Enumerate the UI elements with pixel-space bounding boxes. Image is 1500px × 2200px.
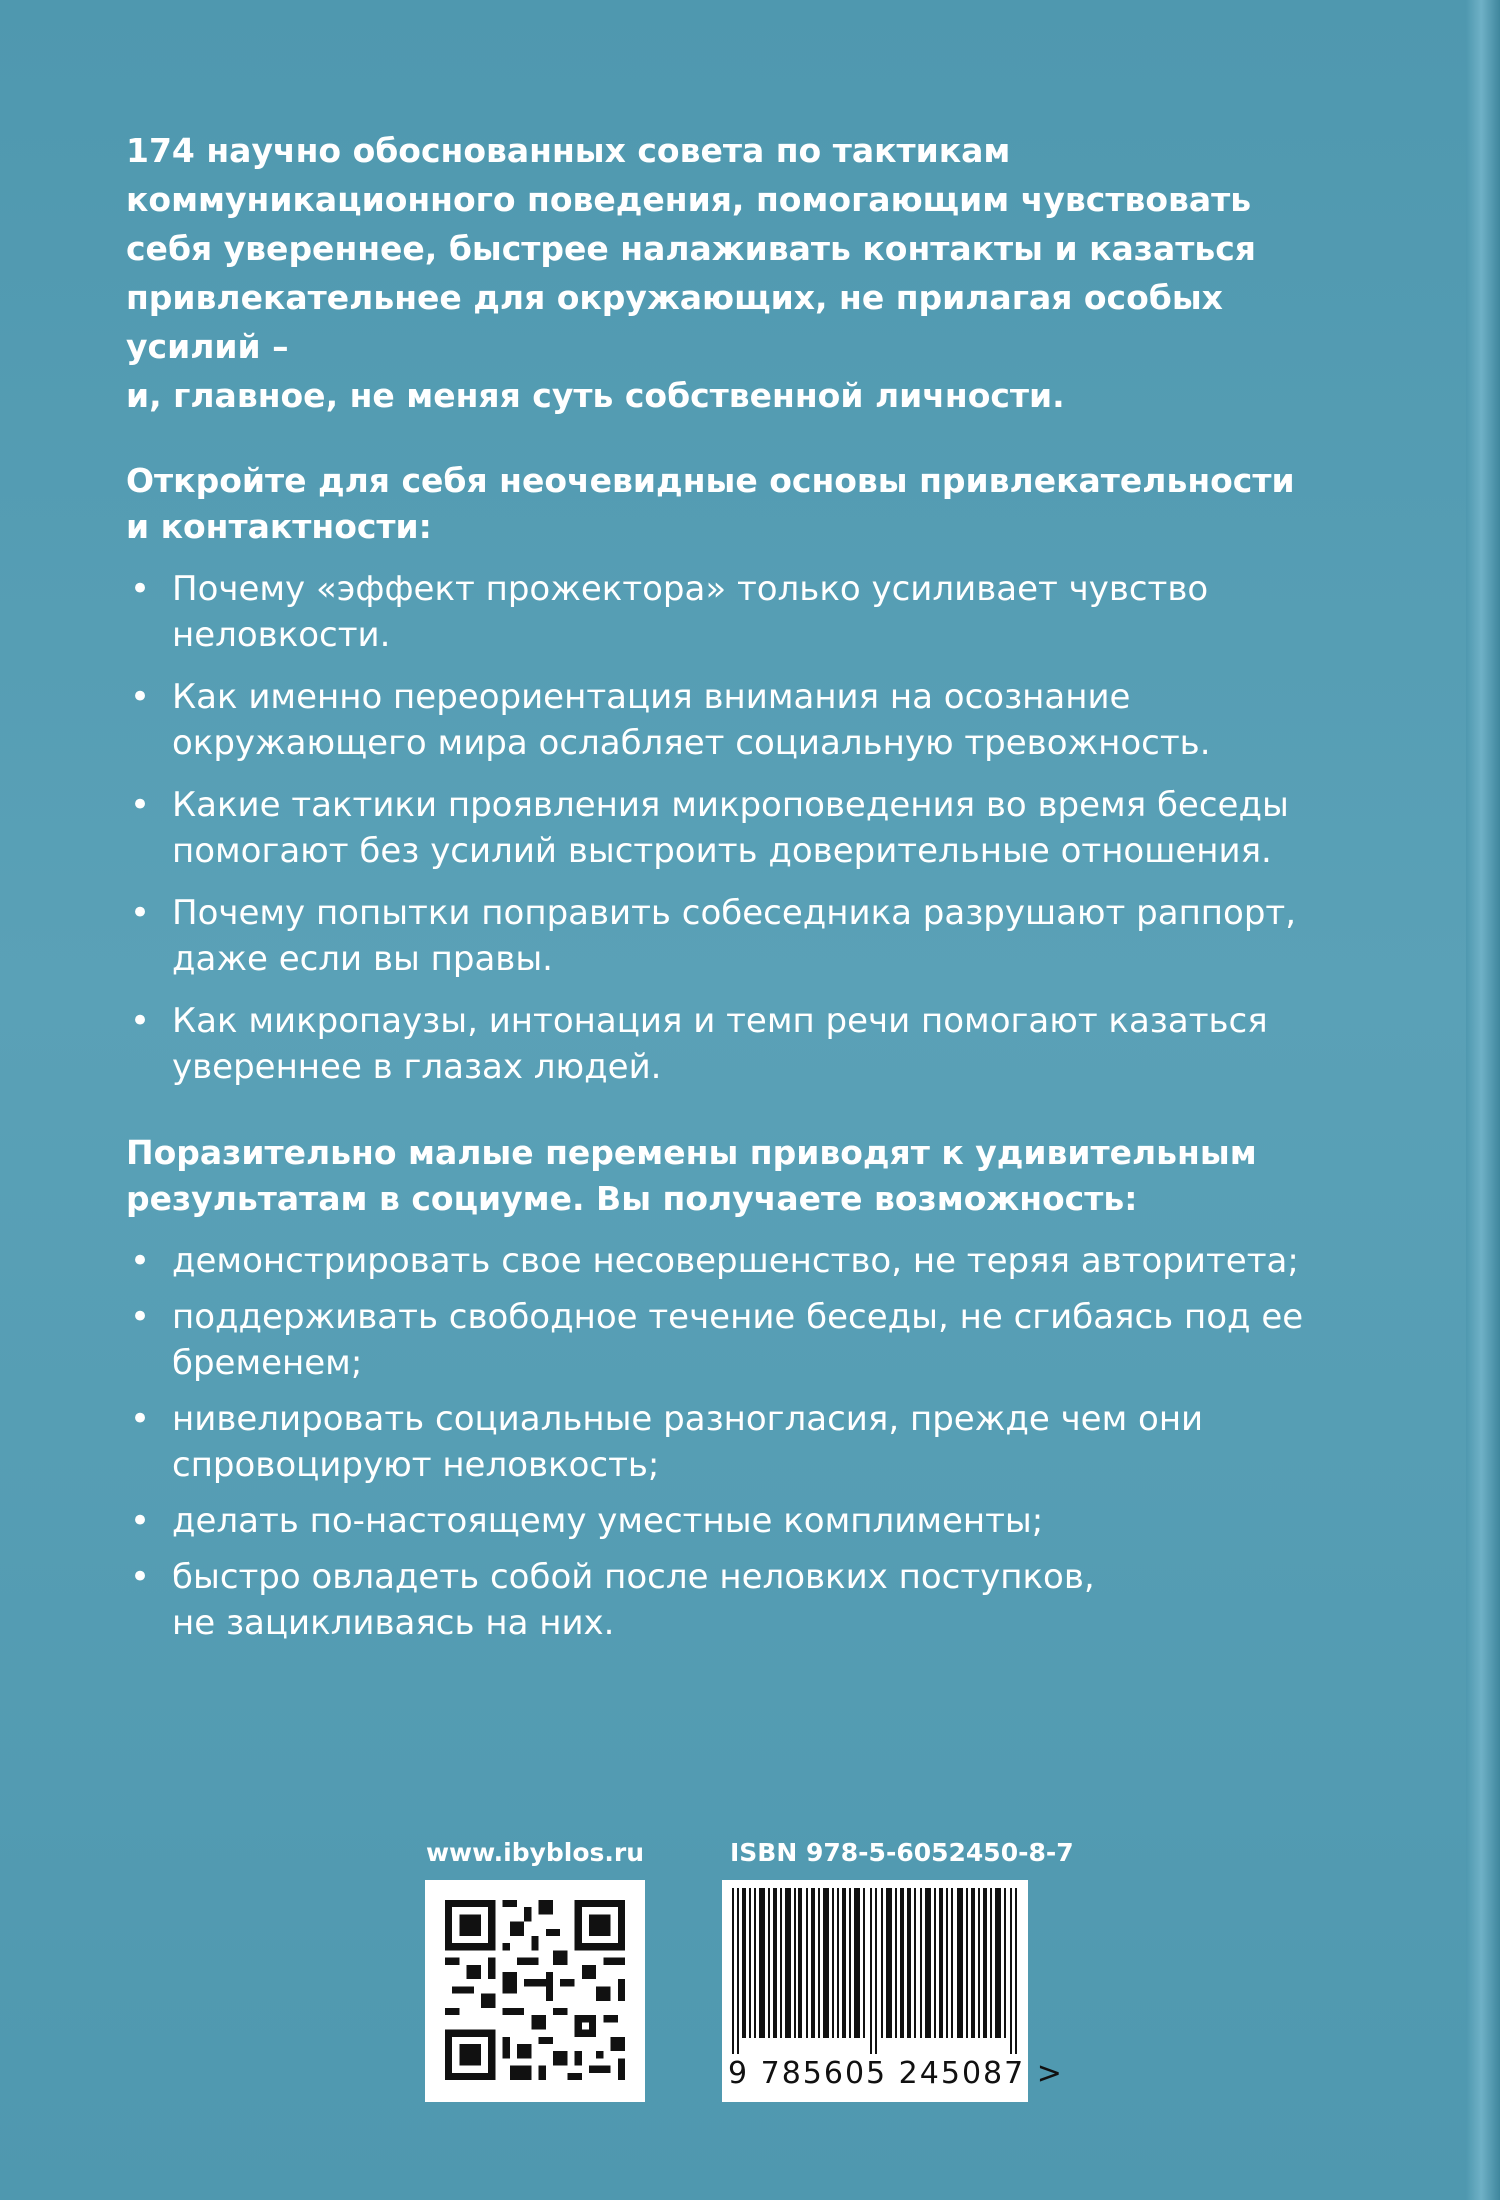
list-item (126, 1396, 1326, 1488)
qr-code-icon (425, 1880, 645, 2102)
list-item-text: поддерживать свободное течение беседы, не сгибаясь под ее бременем; (172, 1297, 1304, 1383)
bullet-icon: • (130, 1241, 151, 1281)
list-item-text: Как микропаузы, интонация и темп речи помогают казаться увереннее в глазах людей. (172, 1001, 1268, 1087)
list-item-text: Почему «эффект прожектора» только усиливает чувство неловкости. (172, 569, 1209, 655)
section2-list (126, 1238, 1326, 1646)
list-item-text: быстро овладеть собой после неловких поступков, не зацикливаясь на них. (172, 1557, 1095, 1643)
list-item-text: Какие тактики проявления микроповедения во время беседы помогают без усилий выстроить доверительные отношения. (172, 785, 1289, 871)
list-item (126, 998, 1326, 1090)
list-item (126, 566, 1326, 658)
list-item-text: демонстрировать свое несовершенство, не теряя авторитета; (172, 1241, 1299, 1281)
section2-heading: Поразительно малые перемены приводят к удивительным результатам в социуме. Вы получаете возможность: (126, 1133, 1257, 1218)
barcode-graphic (728, 1888, 1022, 2054)
bullet-icon: • (130, 1501, 151, 1541)
list-item (126, 1294, 1326, 1386)
bullet-icon: • (130, 1399, 151, 1439)
section1-heading: Откройте для себя неочевидные основы привлекательности и контактности: (126, 461, 1295, 546)
list-item (126, 1554, 1326, 1646)
intro-paragraph: 174 научно обоснованных совета по тактикам коммуникационного поведения, помогающим чувствовать себя увереннее, быстрее налаживать контакты и казаться привлекательнее для окружающих, не прилагая особых усилий – и, главное, не меняя суть собственной личности. (126, 131, 1256, 415)
list-item (126, 890, 1326, 982)
bullet-icon: • (130, 677, 151, 717)
list-item (126, 674, 1326, 766)
bullet-icon: • (130, 893, 151, 933)
list-item-text: нивелировать социальные разногласия, прежде чем они спровоцируют неловкость; (172, 1399, 1204, 1485)
cover-edge (1466, 0, 1500, 2200)
list-item-text: Как именно переориентация внимания на осознание окружающего мира ослабляет социальную тревожность. (172, 677, 1211, 763)
barcode-number: 9 785605 245087 > (728, 2056, 1064, 2091)
publisher-website: www.ibyblos.ru (425, 1838, 645, 1867)
qr-code-graphic (445, 1900, 625, 2080)
list-item-text: делать по-настоящему уместные комплименты; (172, 1501, 1044, 1541)
bullet-icon: • (130, 1557, 151, 1597)
bullet-icon: • (130, 1297, 151, 1337)
isbn-label: ISBN 978-5-6052450-8-7 (730, 1838, 1074, 1867)
barcode-icon (722, 1880, 1064, 2102)
bullet-icon: • (130, 785, 151, 825)
section1-list (126, 566, 1326, 1090)
list-item (126, 1238, 1326, 1284)
cover-text (126, 126, 1326, 1686)
bullet-icon: • (130, 1001, 151, 1041)
list-item (126, 782, 1326, 874)
list-item-text: Почему попытки поправить собеседника разрушают раппорт, даже если вы правы. (172, 893, 1297, 979)
bullet-icon: • (130, 569, 151, 609)
list-item (126, 1498, 1326, 1544)
